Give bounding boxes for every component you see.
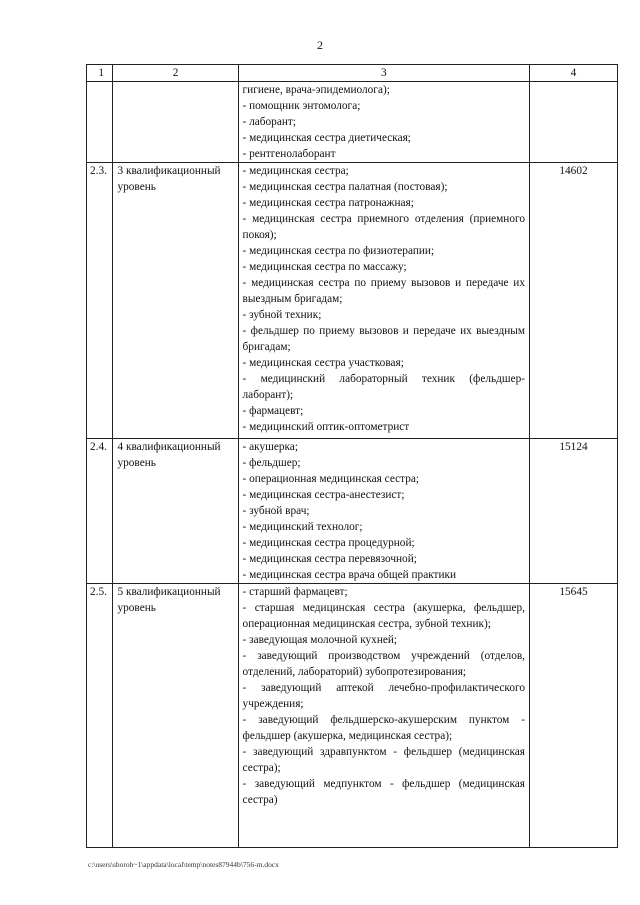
position-item: - помощник энтомолога; xyxy=(242,100,361,112)
position-item: - заведующая молочной кухней; xyxy=(242,634,398,646)
position-item: - заведующий аптекой лечебно-профилактического учреждения; xyxy=(242,682,525,710)
position-item: - рентгенолаборант xyxy=(242,148,336,160)
position-item: - фельдшер; xyxy=(242,457,301,469)
header-cell-4: 4 xyxy=(530,65,618,82)
qualification-level-cell: 3 квалификационный уровень xyxy=(113,163,238,439)
salary-cell: 15124 xyxy=(530,439,618,584)
position-item: - медицинская сестра патронажная; xyxy=(242,197,414,209)
position-item: - заведующий фельдшерско-акушерским пунктом - фельдшер (акушерка, медицинская сестра); xyxy=(242,714,525,742)
row-number-cell xyxy=(87,82,113,163)
position-item: - медицинская сестра-анестезист; xyxy=(242,489,405,501)
position-item: - заведующий медпунктом - фельдшер (медицинская сестра) xyxy=(242,778,525,806)
position-item: - заведующий здравпунктом - фельдшер (медицинская сестра); xyxy=(242,746,525,774)
table-header-row xyxy=(87,65,618,82)
position-item: - зубной техник; xyxy=(242,309,322,321)
position-item: - медицинская сестра палатная (постовая); xyxy=(242,181,448,193)
page-number: 2 xyxy=(317,38,323,52)
position-item: - медицинская сестра приемного отделения (приемного покоя); xyxy=(242,213,525,241)
positions-cell xyxy=(238,439,529,584)
position-item: - фельдшер по приему вызовов и передаче их выездным бригадам; xyxy=(242,325,525,353)
position-item: - зубной врач; xyxy=(242,505,310,517)
document-file-path: c:\users\shoroh~1\appdata\local\temp\notes87944b\756-m.docx xyxy=(88,860,279,869)
header-cell-2: 2 xyxy=(113,65,238,82)
position-item: - медицинская сестра врача общей практики xyxy=(242,569,457,581)
qualification-level-cell: 4 квалификационный уровень xyxy=(113,439,238,584)
qualification-table xyxy=(86,64,618,848)
qualification-level-cell: 5 квалификационный уровень xyxy=(113,584,238,848)
positions-cell xyxy=(238,82,529,163)
header-cell-3: 3 xyxy=(238,65,529,82)
position-item: - медицинский оптик-оптометрист xyxy=(242,421,410,433)
salary-cell xyxy=(530,82,618,163)
salary-cell: 15645 xyxy=(530,584,618,848)
position-item: - акушерка; xyxy=(242,441,298,453)
position-item: - медицинская сестра по физиотерапии; xyxy=(242,245,435,257)
position-item: - старшая медицинская сестра (акушерка, фельдшер, операционная медицинская сестра, зубной техник); xyxy=(242,602,525,630)
positions-cell xyxy=(238,163,529,439)
position-item: - медицинский технолог; xyxy=(242,521,363,533)
table-row xyxy=(87,439,618,584)
position-item: - операционная медицинская сестра; xyxy=(242,473,420,485)
table-row xyxy=(87,584,618,848)
row-number-cell: 2.3. xyxy=(87,163,113,439)
position-item: - старший фармацевт; xyxy=(242,586,348,598)
table-row xyxy=(87,82,618,163)
position-item: - медицинская сестра процедурной; xyxy=(242,537,415,549)
position-item: - медицинская сестра по массажу; xyxy=(242,261,407,273)
salary-cell: 14602 xyxy=(530,163,618,439)
position-item: - медицинская сестра по приему вызовов и передаче их выездным бригадам; xyxy=(242,277,525,305)
position-item: - лаборант; xyxy=(242,116,296,128)
position-item: - медицинская сестра; xyxy=(242,165,349,177)
positions-cell xyxy=(238,584,529,848)
position-item: - медицинская сестра перевязочной; xyxy=(242,553,417,565)
row-number-cell: 2.4. xyxy=(87,439,113,584)
position-item: - медицинская сестра участковая; xyxy=(242,357,404,369)
position-item: - заведующий производством учреждений (отделов, отделений, лабораторий) зубопротезирования; xyxy=(242,650,525,678)
position-item: - медицинская сестра диетическая; xyxy=(242,132,411,144)
position-item: гигиене, врача-эпидемиолога); xyxy=(242,84,390,96)
table-row xyxy=(87,163,618,439)
row-number-cell: 2.5. xyxy=(87,584,113,848)
position-item: - медицинский лабораторный техник (фельдшер-лаборант); xyxy=(242,373,525,401)
header-cell-1: 1 xyxy=(87,65,113,82)
qualification-level-cell xyxy=(113,82,238,163)
position-item: - фармацевт; xyxy=(242,405,304,417)
